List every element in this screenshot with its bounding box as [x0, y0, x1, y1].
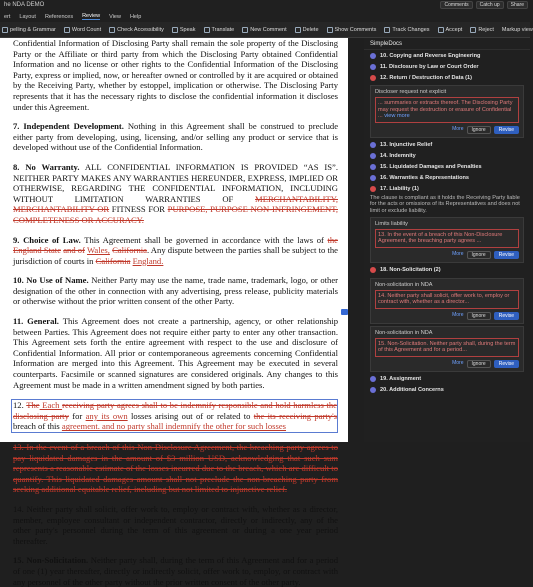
issue-card-non-solicitation-2: Non-solicitation in NDA 15. Non-Solicitation. Neither party shall, during the term of this Agreement and for a period... More Ignore Revise: [370, 326, 524, 372]
window-title: he NDA DEMO: [4, 2, 45, 8]
ignore-button[interactable]: Ignore: [467, 312, 491, 320]
track-changes-icon: [384, 27, 390, 33]
section-19[interactable]: 19. Assignment: [364, 374, 530, 385]
paragraph-10: 10. No Use of Name. Neither Party may use the name, trade name, trademark, logo, or other designation of the other in connection with any advertising, press release, publicity materials or otherwise without the prior written consent of the other Party.: [13, 275, 338, 307]
section-14[interactable]: 14. Indemnity: [364, 151, 530, 162]
section-18[interactable]: 18. Non-Solicitation (2): [364, 265, 530, 276]
paragraph-12[interactable]: 12. The Each receiving party agrees shall to be indemnify responsible and hold harmless the disclosing party for any its own losses arising out of or related to the its receiving party's breach of this agreement. and no party shall indemnify the other for such losses: [13, 400, 337, 432]
menu-insert[interactable]: ert: [4, 13, 11, 20]
warning-dot-icon: [370, 75, 376, 81]
show-comments-icon: [327, 27, 333, 33]
ignore-button[interactable]: Ignore: [467, 360, 491, 368]
comment-icon[interactable]: [341, 309, 348, 315]
paragraph-14: 14. Neither party shall solicit, offer work to, employ or contract with, whether as a director, member, employee consultant or independent contractor, directly or indirectly, any of the other party's personnel during the term of this agreement or during a one year period thereafter.: [13, 503, 338, 546]
simpledocs-panel: [364, 38, 530, 442]
issue-card-return-data: Discloser request not explicit ... summaries or extracts thereof. The Disclosing Party may request the destruction or erasure of Confidential ... view more More Ignore Revise: [370, 85, 524, 138]
show-comments-button[interactable]: Show Comments: [327, 27, 377, 33]
section-11[interactable]: 11. Disclosure by Law or Court Order: [364, 61, 530, 72]
panel-title: SimpleDocs: [364, 38, 530, 50]
liability-summary: The clause is compliant as it holds the Receiving Party liable for the acts or omissions of its Representatives and does not limit or exclude liability.: [370, 194, 520, 215]
paragraph-7: 7. Independent Development. Nothing in this Agreement shall be construed to preclude either party from developing, using, licensing, and/or selling any product or service that is developed without use of the Confidential Information.: [13, 121, 339, 153]
ignore-button[interactable]: Ignore: [467, 126, 491, 134]
status-dot-icon: [370, 387, 376, 393]
warning-dot-icon: [370, 186, 376, 192]
spelling-icon: [2, 27, 8, 33]
reject-button[interactable]: Reject: [470, 27, 494, 33]
check-accessibility-button[interactable]: Check Accessibility: [109, 27, 164, 33]
status-dot-icon: [370, 376, 376, 382]
status-dot-icon: [370, 53, 376, 59]
paragraph-6-tail: Confidential Information of Disclosing Party shall remain the sole property of the Disclosing Party or the Affiliate or third party from which the Disclosing Party obtained Confidential Information and no license or other rights to the Confidential Information of the Disclosing Party, express or implied, now, or hereafter owned or controlled by it are acquired or obtained by the Receiving Party, whether by estoppel, implication or otherwise. The Disclosing Party represents that it has the necessary rights to disclose the confidential information it discloses under this Agreement.: [13, 38, 338, 112]
menu-references[interactable]: References: [44, 13, 74, 20]
review-ribbon: [0, 22, 533, 38]
issue-card-liability: Limits liability 13. In the event of a breach of this Non-Disclosure Agreement, the breaching party agrees ... More Ignore Revise: [370, 217, 524, 263]
spelling-grammar-button[interactable]: pelling & Grammar: [2, 27, 56, 33]
reject-icon: [470, 27, 476, 33]
menu-review[interactable]: Review: [82, 13, 101, 19]
accept-button[interactable]: Accept: [438, 27, 463, 33]
section-13[interactable]: 13. Injunctive Relief: [364, 140, 530, 151]
new-comment-button[interactable]: New Comment: [242, 27, 286, 33]
section-10[interactable]: 10. Copying and Reverse Engineering: [364, 50, 530, 61]
section-16[interactable]: 16. Warranties & Representations: [364, 173, 530, 184]
status-dot-icon: [370, 153, 376, 159]
revise-button[interactable]: Revise: [494, 312, 519, 320]
document-page[interactable]: [0, 38, 348, 587]
section-12[interactable]: 12. Return / Destruction of Data (1): [364, 72, 530, 83]
warning-dot-icon: [370, 267, 376, 273]
markup-view-select[interactable]: Markup view: [501, 26, 533, 33]
speak-button[interactable]: Speak: [172, 27, 196, 33]
section-20[interactable]: 20. Additional Concerns: [364, 385, 530, 396]
status-dot-icon: [370, 64, 376, 70]
translate-button[interactable]: Translate: [204, 27, 235, 33]
paragraph-8: 8. No Warranty. ALL CONFIDENTIAL INFORMATION IS PROVIDED “AS IS”. NEITHER PARTY MAKES ANY WARRANTIES HEREUNDER, EXPRESS, IMPLIED OR OTHERWISE, REGARDING THE CONFIDENTIAL INFORMATION, INCLUDING WITHOUT LIMITATION WARRANTIES OF MERCHANTABILITY, MERCHANTABILITY OR FITNESS FOR PURPOSE, PURPOSE NON-INFRINGEMENT, COMPLETENESS OR ACCURACY.: [13, 161, 338, 225]
revise-button[interactable]: Revise: [494, 251, 519, 259]
issue-card-non-solicitation: Non-solicitation in NDA 14. Neither party shall solicit, offer work to, employ or contract with, whether as a director... More Ignore Revise: [370, 278, 524, 324]
revise-button[interactable]: Revise: [494, 360, 519, 368]
more-link[interactable]: More: [452, 359, 464, 366]
word-count-icon: [64, 27, 70, 33]
view-more-link[interactable]: view more: [384, 113, 410, 119]
comments-button[interactable]: Comments: [440, 1, 472, 9]
more-link[interactable]: More: [452, 125, 464, 132]
accept-icon: [438, 27, 444, 33]
comment-icon: [242, 27, 248, 33]
paragraph-13: 13. In the event of a breach of this Non-Disclosure Agreement, the breaching party agrees to pay liquidated damages in the amount of $3 million USD, acknowledging that such sum represents a reasonable estimate of the losses incurred due to the breach, which are difficult to quantify. This liquidated damages amount shall not preclude the non-breaching party from seeking additional equitable relief, including but not limited to injunctive relief.: [13, 442, 338, 495]
title-bar: [0, 0, 530, 11]
delete-comment-button[interactable]: Delete: [295, 27, 319, 33]
menu-layout[interactable]: Layout: [19, 13, 36, 20]
menu-help[interactable]: Help: [129, 13, 142, 20]
status-dot-icon: [370, 142, 376, 148]
paragraph-15: 15. Non-Solicitation. Neither party shall, during the term of this Agreement and for a period of one (1) year thereafter, directly or indirectly solicit, offer work to, employ, or contract with any personnel of the other party without the prior written consent of the other party.: [13, 555, 338, 587]
speak-icon: [172, 27, 178, 33]
accessibility-icon: [109, 27, 115, 33]
panel-divider: [348, 38, 364, 442]
more-link[interactable]: More: [452, 250, 464, 257]
revise-button[interactable]: Revise: [494, 126, 519, 134]
more-link[interactable]: More: [452, 311, 464, 318]
menu-view[interactable]: View: [109, 13, 121, 20]
share-button[interactable]: Share: [507, 1, 528, 9]
delete-icon: [295, 27, 301, 33]
section-17[interactable]: 17. Liability (1): [364, 184, 530, 195]
status-dot-icon: [370, 175, 376, 181]
ignore-button[interactable]: Ignore: [467, 251, 491, 259]
menu-bar: [0, 11, 530, 22]
translate-icon: [204, 27, 210, 33]
paragraph-11: 11. General. This Agreement does not create a partnership, agency, or other relationship between Parties. This Agreement does not require either party to enter any other transaction. This Agreement sets forth the entire agreement with respect to the use and disclosure of Confidential Information. All prior or contemporaneous agreements concerning Confidential Information are merged into this Agreement. This Agreement may be executed in several counterparts. Facsimile or scanned signatures are considered originals. Any changes to this Agreement must be made in a written amendment signed by both parties.: [13, 316, 339, 390]
paragraph-9: 9. Choice of Law. This Agreement shall be governed in accordance with the laws of the England State and of Wales, California. Any dispute between the parties shall be subject to the jurisdiction of courts in California England.: [13, 234, 338, 266]
status-dot-icon: [370, 164, 376, 170]
catch-up-button[interactable]: Catch up: [476, 1, 504, 9]
section-15[interactable]: 15. Liquidated Damages and Penalties: [364, 162, 530, 173]
word-count-button[interactable]: Word Count: [64, 27, 101, 33]
track-changes-button[interactable]: Track Changes: [384, 27, 429, 33]
